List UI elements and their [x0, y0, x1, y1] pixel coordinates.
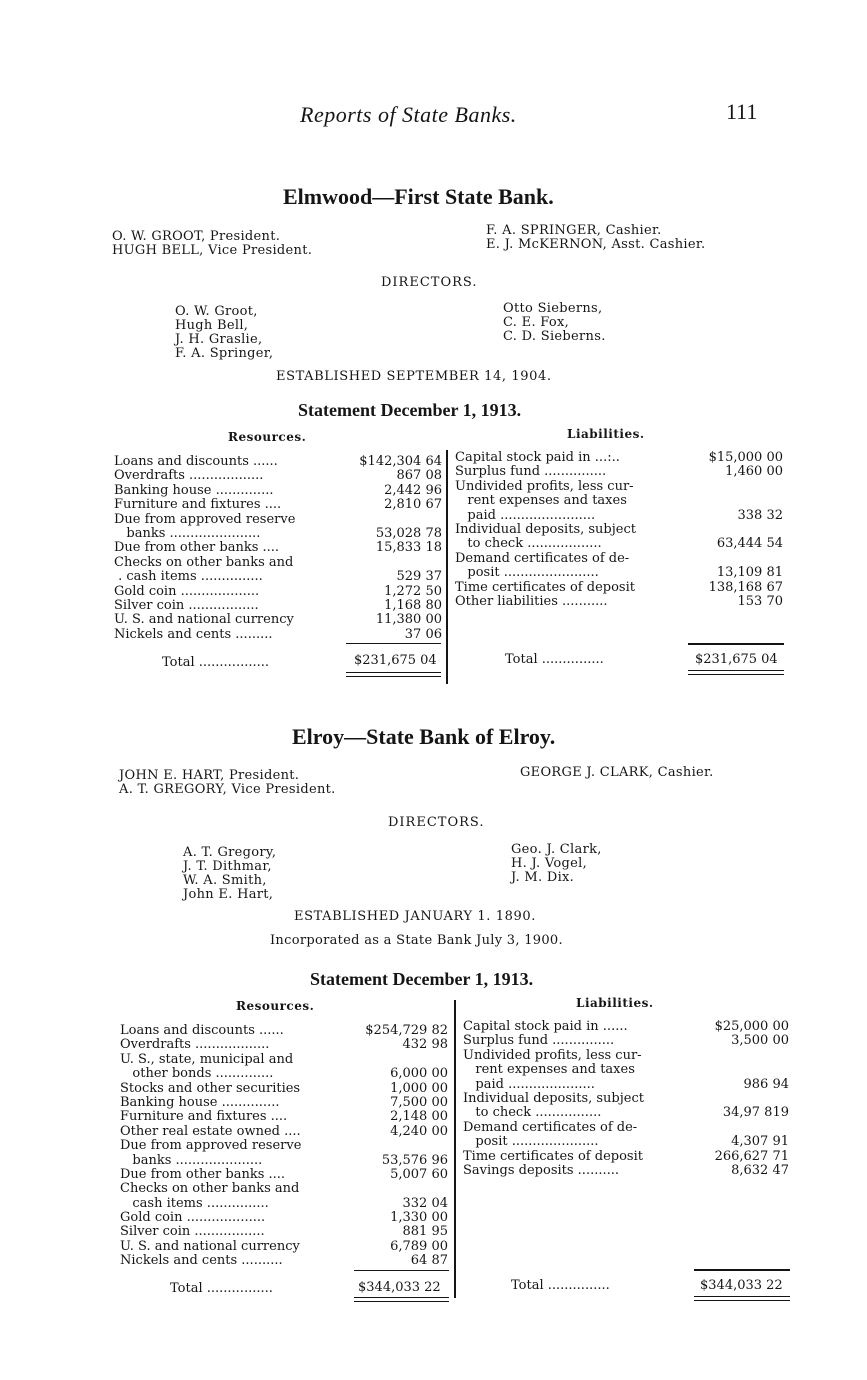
line-item-label: Demand certificates of de-: [455, 551, 630, 566]
resource-row: [120, 1053, 448, 1067]
line-item-label: Time certificates of deposit: [463, 1149, 643, 1164]
directors-label: DIRECTORS.: [388, 815, 485, 830]
officer-asst-cashier: E. J. McKERNON, Asst. Cashier.: [486, 237, 706, 252]
line-item-label: cash items ...............: [120, 1196, 269, 1211]
line-item-amount: 1,272 50: [384, 583, 442, 599]
resource-row: [120, 1096, 448, 1110]
officer-president: O. W. GROOT, President.: [112, 229, 281, 244]
sum-rule: [354, 1270, 449, 1271]
line-item-label: Undivided profits, less cur-: [455, 479, 634, 494]
resources-total-label: Total .................: [162, 655, 270, 670]
line-item-label: Surplus fund ...............: [455, 465, 607, 480]
director: J. T. Dithmar,: [183, 859, 272, 874]
total-double-rule: [354, 1301, 449, 1302]
column-divider: [454, 1000, 456, 1298]
statement-title: Statement December 1, 1913.: [310, 969, 534, 989]
line-item-label: other bonds ..............: [120, 1067, 274, 1082]
column-divider: [446, 450, 448, 684]
liability-row: [455, 537, 783, 551]
resource-row: [120, 1182, 448, 1196]
resource-row: [114, 585, 442, 599]
line-item-amount: 34,97 819: [722, 1105, 789, 1121]
resource-row: [114, 599, 442, 613]
director: J. H. Graslie,: [175, 332, 263, 347]
line-item-amount: 138,168 67: [708, 579, 783, 595]
line-item-label: Stocks and other securities: [120, 1081, 301, 1096]
line-item-label: Capital stock paid in ...:..: [455, 451, 620, 465]
line-item-label: Undivided profits, less cur-: [463, 1048, 642, 1063]
line-item-label: Banking house ..............: [114, 483, 274, 498]
liability-row: [463, 1078, 789, 1092]
line-item-label: Due from approved reserve: [114, 512, 296, 527]
liabilities-list: [455, 451, 783, 609]
directors-right: [511, 843, 602, 885]
line-item-amount: 7,500 00: [390, 1094, 448, 1110]
line-item-amount: $15,000 00: [708, 450, 783, 465]
liabilities-total-label: Total ...............: [505, 652, 604, 667]
line-item-amount: 8,632 47: [731, 1162, 789, 1178]
line-item-amount: 4,307 91: [731, 1134, 789, 1150]
total-double-rule: [688, 674, 784, 675]
line-item-amount: 1,330 00: [390, 1210, 448, 1226]
total-double-rule: [346, 672, 441, 673]
line-item-amount: 63,444 54: [716, 536, 783, 552]
line-item-label: Furniture and fixtures ....: [120, 1110, 288, 1125]
line-item-label: Nickels and cents .........: [114, 627, 273, 642]
line-item-label: Gold coin ...................: [120, 1211, 266, 1226]
liability-row: [455, 552, 783, 566]
liability-row: [463, 1092, 789, 1106]
officer-vice-president: HUGH BELL, Vice President.: [112, 243, 313, 258]
officer-vice-president: A. T. GREGORY, Vice President.: [119, 782, 336, 797]
line-item-label: Savings deposits ..........: [463, 1163, 619, 1178]
liability-row: [463, 1121, 789, 1135]
line-item-label: Other real estate owned ....: [120, 1124, 301, 1139]
director: C. E. Fox,: [503, 315, 570, 330]
directors-label: DIRECTORS.: [381, 275, 478, 290]
officer-cashier: GEORGE J. CLARK, Cashier.: [520, 765, 714, 780]
line-item-amount: 37 06: [404, 626, 442, 642]
incorporated-line: Incorporated as a State Bank July 3, 1900.: [270, 933, 563, 948]
liability-row: [463, 1164, 789, 1178]
resource-row: [120, 1240, 448, 1254]
line-item-label: Silver coin .................: [114, 598, 259, 613]
line-item-amount: 153 70: [737, 593, 783, 609]
officers-right: [520, 766, 714, 780]
resource-row: [114, 498, 442, 512]
resources-total-label: Total ................: [170, 1281, 273, 1296]
resources-list: [120, 1024, 448, 1269]
statement-title: Statement December 1, 1913.: [298, 400, 522, 420]
resource-row: [120, 1154, 448, 1168]
resource-row: [114, 556, 442, 570]
director: Hugh Bell,: [175, 318, 249, 333]
running-header-title: Reports of State Banks.: [300, 102, 517, 127]
line-item-amount: 432 98: [402, 1037, 448, 1053]
line-item-label: Individual deposits, subject: [455, 522, 636, 537]
liability-row: [455, 566, 783, 580]
liability-row: [455, 581, 783, 595]
liability-row: [455, 509, 783, 523]
officer-cashier: F. A. SPRINGER, Cashier.: [486, 223, 662, 238]
officers-left: [112, 230, 312, 258]
liability-row: [463, 1150, 789, 1164]
resource-row: [120, 1197, 448, 1211]
liability-row: [455, 523, 783, 537]
resource-row: [120, 1139, 448, 1153]
directors-right: [503, 302, 606, 344]
resources-heading: Resources.: [236, 999, 315, 1013]
line-item-amount: 2,810 67: [384, 497, 442, 513]
liability-row: [455, 494, 783, 508]
line-item-label: to check ................: [463, 1106, 602, 1121]
liability-row: [455, 465, 783, 479]
line-item-amount: 1,460 00: [725, 464, 783, 480]
director: H. J. Vogel,: [511, 856, 587, 871]
liability-row: [455, 451, 783, 465]
officers-left: [119, 769, 336, 797]
line-item-label: Overdrafts ..................: [114, 469, 264, 484]
resource-row: [120, 1225, 448, 1239]
line-item-label: banks .....................: [120, 1153, 263, 1168]
line-item-label: to check ..................: [455, 537, 602, 552]
sum-rule: [688, 643, 784, 645]
resource-row: [120, 1082, 448, 1096]
resources-total-value: $344,033 22: [358, 1280, 441, 1295]
line-item-amount: 867 08: [396, 468, 442, 484]
liabilities-heading: Liabilities.: [567, 427, 645, 441]
resource-row: [114, 527, 442, 541]
line-item-amount: 881 95: [402, 1224, 448, 1240]
line-item-label: Individual deposits, subject: [463, 1091, 644, 1106]
liabilities-list: [463, 1020, 789, 1178]
line-item-label: Due from other banks ....: [114, 541, 280, 556]
resource-row: [120, 1038, 448, 1052]
line-item-label: Loans and discounts ......: [120, 1024, 284, 1038]
total-double-rule: [346, 676, 441, 677]
line-item-label: Silver coin .................: [120, 1225, 265, 1240]
line-item-label: U. S. and national currency: [120, 1239, 300, 1254]
resource-row: [120, 1110, 448, 1124]
resource-row: [120, 1067, 448, 1081]
director: Geo. J. Clark,: [511, 842, 602, 857]
director: J. M. Dix.: [511, 870, 575, 885]
liabilities-heading: Liabilities.: [576, 996, 654, 1010]
line-item-amount: 64 87: [410, 1253, 448, 1269]
page-number: 111: [726, 99, 758, 124]
resource-row: [120, 1211, 448, 1225]
liability-row: [455, 480, 783, 494]
resource-row: [114, 513, 442, 527]
total-double-rule: [694, 1300, 790, 1301]
liability-row: [455, 595, 783, 609]
line-item-label: Surplus fund ...............: [463, 1034, 615, 1049]
liability-row: [463, 1049, 789, 1063]
liability-row: [463, 1034, 789, 1048]
director: F. A. Springer,: [175, 346, 274, 361]
line-item-label: Banking house ..............: [120, 1095, 280, 1110]
resource-row: [120, 1125, 448, 1139]
line-item-label: posit .....................: [463, 1135, 599, 1150]
line-item-amount: 529 37: [396, 569, 442, 585]
line-item-label: Overdrafts ..................: [120, 1038, 270, 1053]
line-item-label: paid .....................: [463, 1077, 595, 1092]
director: Otto Sieberns,: [503, 301, 603, 316]
resource-row: [120, 1168, 448, 1182]
line-item-label: paid .......................: [455, 508, 596, 523]
line-item-label: Furniture and fixtures ....: [114, 498, 282, 513]
line-item-label: Checks on other banks and: [120, 1182, 300, 1197]
line-item-amount: 266,627 71: [714, 1148, 789, 1164]
director: O. W. Groot,: [175, 304, 258, 319]
line-item-label: U. S., state, municipal and: [120, 1052, 294, 1067]
line-item-label: Other liabilities ...........: [455, 594, 608, 609]
line-item-label: banks ......................: [114, 526, 261, 541]
resources-heading: Resources.: [228, 430, 307, 444]
resources-total-value: $231,675 04: [354, 653, 437, 668]
bank-title: Elmwood—First State Bank.: [283, 184, 554, 209]
total-double-rule: [694, 1296, 790, 1297]
line-item-amount: 4,240 00: [390, 1123, 448, 1139]
directors-left: [183, 846, 276, 902]
resource-row: [114, 613, 442, 627]
line-item-label: Due from other banks ....: [120, 1167, 286, 1182]
line-item-label: Nickels and cents ..........: [120, 1254, 283, 1269]
line-item-amount: $254,729 82: [365, 1023, 448, 1038]
line-item-amount: 1,168 80: [384, 597, 442, 613]
liability-row: [463, 1063, 789, 1077]
liability-row: [463, 1106, 789, 1120]
line-item-label: Gold coin ...................: [114, 584, 260, 599]
resource-row: [114, 484, 442, 498]
line-item-label: . cash items ...............: [114, 570, 263, 585]
line-item-amount: 6,000 00: [390, 1066, 448, 1082]
line-item-amount: 53,576 96: [381, 1152, 448, 1168]
line-item-label: Due from approved reserve: [120, 1139, 302, 1154]
line-item-amount: 338 32: [737, 507, 783, 523]
bank-title: Elroy—State Bank of Elroy.: [292, 724, 556, 749]
liability-row: [463, 1135, 789, 1149]
line-item-amount: $25,000 00: [714, 1019, 789, 1034]
liabilities-total-value: $231,675 04: [695, 652, 778, 667]
line-item-label: U. S. and national currency: [114, 613, 294, 628]
liabilities-total-label: Total ...............: [511, 1278, 610, 1293]
officer-president: JOHN E. HART, President.: [119, 768, 300, 783]
resource-row: [114, 628, 442, 642]
resource-row: [120, 1024, 448, 1038]
liability-row: [463, 1020, 789, 1034]
established-line: ESTABLISHED JANUARY 1. 1890.: [294, 909, 536, 924]
total-double-rule: [354, 1297, 449, 1298]
line-item-label: rent expenses and taxes: [455, 494, 627, 509]
line-item-label: Checks on other banks and: [114, 555, 294, 570]
line-item-label: Loans and discounts ......: [114, 455, 278, 469]
director: John E. Hart,: [183, 887, 274, 902]
sum-rule: [694, 1269, 790, 1271]
resource-row: [114, 455, 442, 469]
line-item-amount: 2,148 00: [390, 1109, 448, 1125]
line-item-label: rent expenses and taxes: [463, 1063, 635, 1078]
line-item-amount: 2,442 96: [384, 482, 442, 498]
resources-list: [114, 455, 442, 642]
line-item-amount: 53,028 78: [375, 525, 442, 541]
resource-row: [114, 570, 442, 584]
established-line: ESTABLISHED SEPTEMBER 14, 1904.: [276, 369, 552, 384]
line-item-amount: 15,833 18: [375, 540, 442, 556]
line-item-label: Capital stock paid in ......: [463, 1020, 628, 1034]
director: W. A. Smith,: [183, 873, 267, 888]
line-item-label: posit .......................: [455, 566, 599, 581]
line-item-amount: 5,007 60: [390, 1166, 448, 1182]
resource-row: [114, 469, 442, 483]
line-item-amount: 332 04: [402, 1195, 448, 1211]
directors-left: [175, 305, 273, 361]
line-item-amount: 3,500 00: [731, 1033, 789, 1049]
sum-rule: [346, 643, 441, 644]
resource-row: [114, 541, 442, 555]
officers-right: [486, 224, 705, 252]
line-item-label: Time certificates of deposit: [455, 580, 635, 595]
director: A. T. Gregory,: [183, 845, 277, 860]
line-item-amount: 986 94: [743, 1076, 789, 1092]
line-item-amount: 11,380 00: [375, 612, 442, 628]
line-item-amount: $142,304 64: [359, 454, 442, 469]
resource-row: [120, 1254, 448, 1268]
line-item-amount: 1,000 00: [390, 1080, 448, 1096]
total-double-rule: [688, 670, 784, 671]
liabilities-total-value: $344,033 22: [700, 1278, 783, 1293]
line-item-amount: 13,109 81: [716, 565, 783, 581]
director: C. D. Sieberns.: [503, 329, 606, 344]
line-item-label: Demand certificates of de-: [463, 1120, 638, 1135]
line-item-amount: 6,789 00: [390, 1238, 448, 1254]
